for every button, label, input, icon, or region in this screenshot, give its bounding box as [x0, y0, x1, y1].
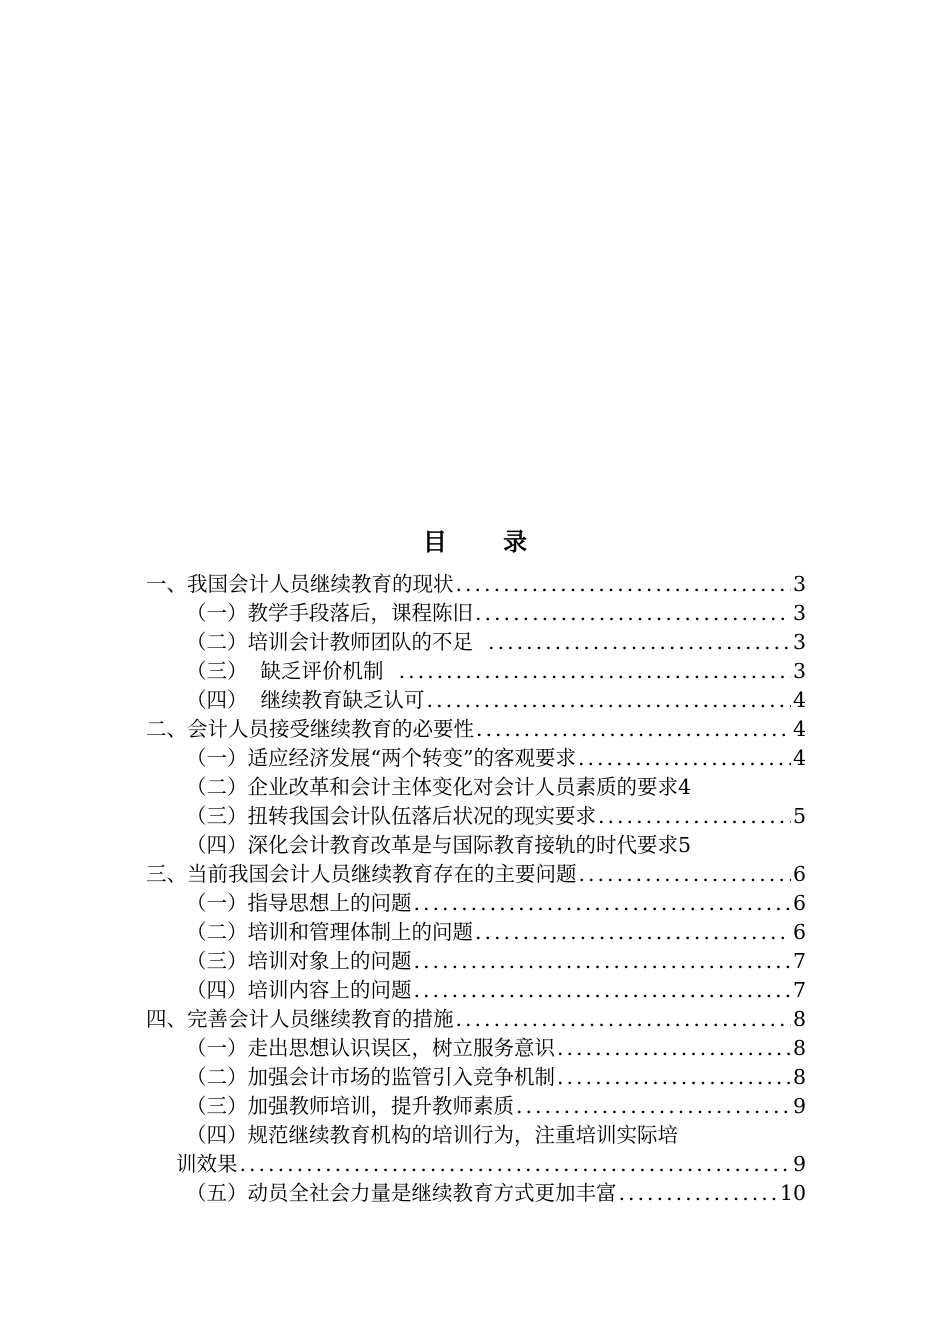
toc-entry-page: 7	[792, 949, 806, 973]
toc-entry-page: 3	[792, 601, 806, 625]
dot-leader	[475, 599, 791, 628]
toc-entry-page: 3	[792, 630, 806, 654]
toc-entry-3-3[interactable]	[146, 947, 806, 976]
toc-entry-3-4[interactable]	[146, 976, 806, 1005]
toc-entry-1-3[interactable]	[146, 657, 806, 686]
toc-entry-4-4[interactable]	[146, 1121, 806, 1179]
toc-entry-text: 一、我国会计人员继续教育的现状	[146, 572, 454, 596]
toc-entry-page: 9	[792, 1094, 806, 1118]
toc-entry-page: 3	[792, 572, 806, 596]
toc-entry-4-3[interactable]	[146, 1092, 806, 1121]
toc-entry-page: 10	[779, 1181, 806, 1205]
toc-entry-2-2[interactable]	[146, 773, 806, 802]
table-of-contents	[146, 570, 806, 1208]
dot-leader	[414, 947, 791, 976]
toc-entry-section-4[interactable]	[146, 1005, 806, 1034]
toc-entry-text-line2: 训效果	[176, 1152, 238, 1176]
toc-entry-page: 6	[792, 862, 806, 886]
toc-entry-text: （三）培训对象上的问题	[186, 949, 412, 973]
toc-entry-page: 4	[792, 746, 806, 770]
toc-entry-text: 四、完善会计人员继续教育的措施	[146, 1007, 454, 1031]
toc-entry-text: （一）适应经济发展“两个转变”的客观要求	[186, 746, 576, 770]
toc-entry-text: （一）指导思想上的问题	[186, 891, 412, 915]
toc-entry-text: （一）走出思想认识误区，树立服务意识	[186, 1036, 555, 1060]
toc-entry-1-2[interactable]	[146, 628, 806, 657]
toc-entry-text: 二、会计人员接受继续教育的必要性	[146, 717, 474, 741]
toc-entry-text: （四）深化会计教育改革是与国际教育接轨的时代要求	[186, 833, 678, 857]
toc-entry-4-2[interactable]	[146, 1063, 806, 1092]
toc-entry-page: 3	[792, 659, 806, 683]
toc-entry-text: （三）加强教师培训，提升教师素质	[186, 1094, 514, 1118]
toc-entry-text: （二）企业改革和会计主体变化对会计人员素质的要求	[186, 775, 678, 799]
dot-leader	[240, 1150, 791, 1179]
toc-entry-3-1[interactable]	[146, 889, 806, 918]
dot-leader	[476, 715, 791, 744]
toc-entry-section-3[interactable]	[146, 860, 806, 889]
toc-entry-1-4[interactable]	[146, 686, 806, 715]
toc-entry-2-3[interactable]	[146, 802, 806, 831]
toc-entry-page: 9	[792, 1152, 806, 1176]
toc-entry-page: 8	[792, 1065, 806, 1089]
dot-leader	[414, 976, 791, 1005]
toc-entry-page: 6	[792, 920, 806, 944]
toc-entry-page: 4	[678, 775, 692, 799]
dot-leader	[488, 628, 791, 657]
toc-entry-page: 5	[792, 804, 806, 828]
toc-entry-1-1[interactable]	[146, 599, 806, 628]
toc-entry-text: 三、当前我国会计人员继续教育存在的主要问题	[146, 862, 577, 886]
toc-entry-page: 4	[792, 688, 806, 712]
dot-leader	[399, 657, 791, 686]
toc-entry-2-1[interactable]	[146, 744, 806, 773]
toc-entry-page: 5	[678, 833, 692, 857]
toc-entry-page: 8	[792, 1036, 806, 1060]
toc-entry-line2	[146, 1150, 806, 1179]
toc-entry-text: （二）培训和管理体制上的问题	[186, 920, 473, 944]
toc-entry-text: （三） 缺乏评价机制	[186, 659, 397, 683]
dot-leader	[579, 860, 791, 889]
dot-leader	[578, 744, 791, 773]
toc-entry-text: （三）扭转我国会计队伍落后状况的现实要求	[186, 804, 596, 828]
toc-entry-page: 6	[792, 891, 806, 915]
toc-entry-text-line1: （四）规范继续教育机构的培训行为，注重培训实际培	[186, 1123, 678, 1147]
toc-entry-section-2[interactable]	[146, 715, 806, 744]
toc-entry-4-1[interactable]	[146, 1034, 806, 1063]
dot-leader	[475, 918, 791, 947]
toc-entry-text: （二）培训会计教师团队的不足	[186, 630, 487, 654]
toc-entry-text: （四） 继续教育缺乏认可	[186, 688, 425, 712]
toc-entry-text: （二）加强会计市场的监管引入竞争机制	[186, 1065, 555, 1089]
dot-leader	[557, 1063, 791, 1092]
dot-leader	[456, 570, 791, 599]
toc-entry-section-1[interactable]	[146, 570, 806, 599]
dot-leader	[456, 1005, 791, 1034]
toc-entry-page: 4	[792, 717, 806, 741]
dot-leader	[619, 1179, 778, 1208]
toc-entry-text: （五）动员全社会力量是继续教育方式更加丰富	[186, 1181, 617, 1205]
dot-leader	[414, 889, 791, 918]
dot-leader	[557, 1034, 791, 1063]
toc-entry-page: 7	[792, 978, 806, 1002]
dot-leader	[516, 1092, 791, 1121]
dot-leader	[427, 686, 791, 715]
toc-entry-text: （一）教学手段落后，课程陈旧	[186, 601, 473, 625]
dot-leader	[598, 802, 791, 831]
toc-entry-2-4[interactable]	[146, 831, 806, 860]
toc-entry-4-5[interactable]	[146, 1179, 806, 1208]
toc-title: 目 录	[422, 528, 552, 556]
toc-entry-text: （四）培训内容上的问题	[186, 978, 412, 1002]
toc-entry-page: 8	[792, 1007, 806, 1031]
toc-entry-3-2[interactable]	[146, 918, 806, 947]
